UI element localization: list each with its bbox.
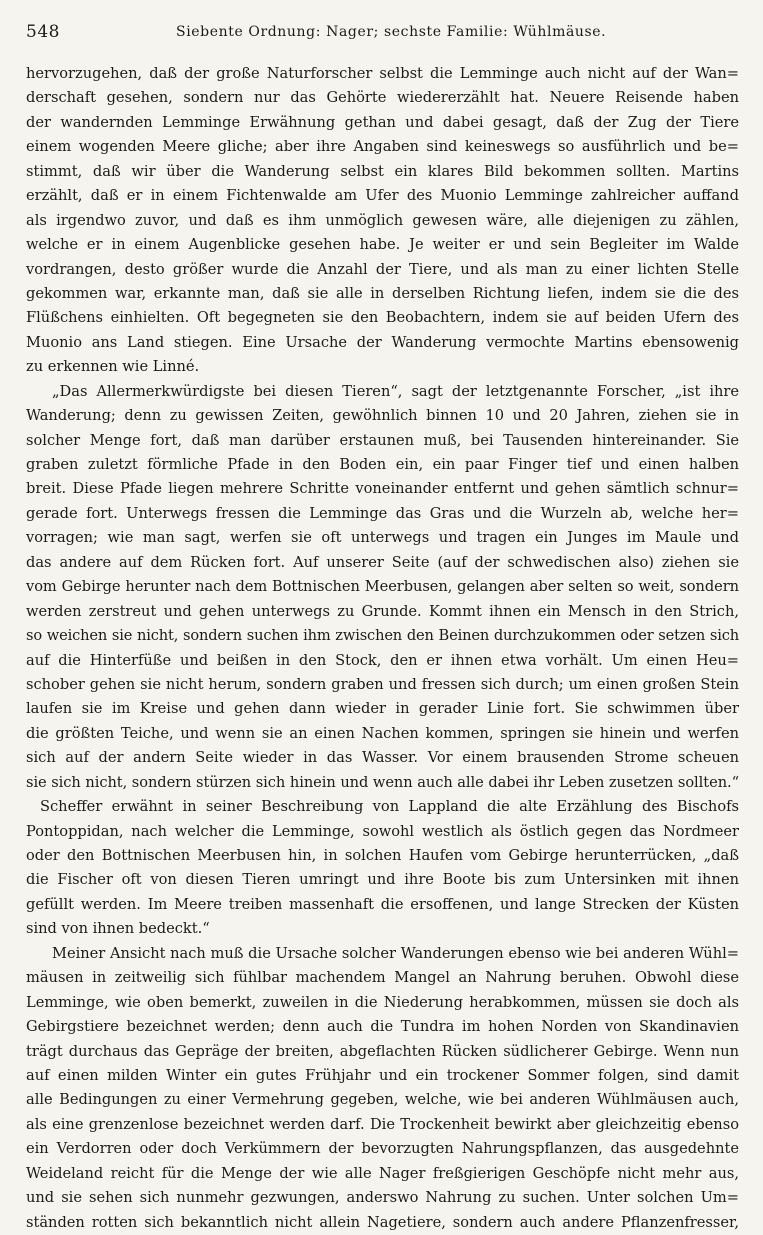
text-line: laufen sie im Kreise und gehen dann wieder in gerader Linie fort. Sie schwimmen über bbox=[26, 700, 739, 718]
text-line: sich auf der andern Seite wieder in das Wasser. Vor einem brausenden Strome scheuen bbox=[26, 749, 739, 767]
text-line: stimmt, daß wir über die Wanderung selbst ein klares Bild bekommen sollten. Martins bbox=[26, 162, 739, 180]
page-header bbox=[26, 22, 739, 50]
text-line: vom Gebirge herunter nach dem Bottnischen Meerbusen, gelangen aber selten so weit, sondern bbox=[26, 578, 739, 596]
text-line: Gebirgstiere bezeichnet werden; denn auch die Tundra im hohen Norden von Skandinavien bbox=[26, 1018, 739, 1036]
body-text bbox=[26, 62, 739, 1235]
text-line: schober gehen sie nicht herum, sondern graben und fressen sich durch; um einen großen Stein bbox=[26, 675, 739, 693]
page-number: 548 bbox=[26, 22, 60, 42]
text-line: Scheffer erwähnt in seiner Beschreibung von Lappland die alte Erzählung des Bischofs bbox=[40, 798, 739, 816]
text-line: einem wogenden Meere gliche; aber ihre Angaben sind keineswegs so ausführlich und be= bbox=[26, 138, 739, 156]
text-line: solcher Menge fort, daß man darüber erstaunen muß, bei Tausenden hintereinander. Sie bbox=[26, 431, 739, 449]
text-line: welche er in einem Augenblicke gesehen habe. Je weiter er und sein Begleiter im Walde bbox=[26, 236, 739, 254]
text-line: vorragen; wie man sagt, werfen sie oft unterwegs und tragen ein Junges im Maule und bbox=[26, 529, 739, 547]
text-line: sind von ihnen bedeckt.“ bbox=[26, 920, 210, 938]
text-line: Wanderung; denn zu gewissen Zeiten, gewöhnlich binnen 10 und 20 Jahren, ziehen sie in bbox=[26, 407, 739, 425]
text-line: sie sich nicht, sondern stürzen sich hinein und wenn auch alle dabei ihr Leben zusetzen sollten.“ bbox=[26, 773, 740, 791]
text-line: hervorzugehen, daß der große Naturforscher selbst die Lemminge auch nicht auf der Wan= bbox=[26, 65, 739, 82]
text-line: auf einen milden Winter ein gutes Frühjahr und ein trockener Sommer folgen, sind damit bbox=[26, 1066, 739, 1084]
text-line: Meiner Ansicht nach muß die Ursache solcher Wanderungen ebenso wie bei anderen Wühl= bbox=[52, 944, 739, 962]
text-line: ständen rotten sich bekanntlich nicht allein Nagetiere, sondern auch andere Pflanzenfresser, bbox=[26, 1213, 739, 1231]
text-line: so weichen sie nicht, sondern suchen ihm zwischen den Beinen durchzukommen oder setzen sich bbox=[26, 627, 739, 645]
text-line: und sie sehen sich nunmehr gezwungen, anderswo Nahrung zu suchen. Unter solchen Um= bbox=[26, 1189, 739, 1207]
text-line: trägt durchaus das Gepräge der breiten, abgeflachten Rücken südlicherer Gebirge. Wenn nun bbox=[26, 1042, 739, 1060]
text-line: werden zerstreut und gehen unterwegs zu Grunde. Kommt ihnen ein Mensch in den Strich, bbox=[26, 602, 739, 620]
text-line: graben zuletzt förmliche Pfade in den Boden ein, ein paar Finger tief und einen halben bbox=[26, 456, 739, 473]
text-line: auf die Hinterfüße und beißen in den Stock, den er ihnen etwa vorhält. Um einen Heu= bbox=[26, 651, 739, 669]
text-line: derschaft gesehen, sondern nur das Gehörte wiedererzählt hat. Neuere Reisende haben bbox=[26, 89, 739, 107]
text-line: ein Verdorren oder doch Verkümmern der bevorzugten Nahrungspflanzen, das ausgedehnte bbox=[26, 1140, 739, 1158]
text-line: breit. Diese Pfade liegen mehrere Schritte voneinander entfernt und gehen sämtlich schnur= bbox=[26, 480, 739, 498]
running-head: Siebente Ordnung: Nager; sechste Familie: Wühlmäuse. bbox=[176, 24, 607, 40]
text-line: zu erkennen wie Linné. bbox=[26, 358, 200, 376]
text-line: als eine grenzenlose bezeichnet werden darf. Die Trockenheit bewirkt aber gleichzeitig ebenso bbox=[26, 1115, 739, 1133]
text-line: erzählt, daß er in einem Fichtenwalde am Ufer des Muonio Lemminge zahlreicher auffand bbox=[26, 187, 739, 205]
text-line: der wandernden Lemminge Erwähnung gethan und dabei gesagt, daß der Zug der Tiere bbox=[26, 113, 739, 131]
text-line: das andere auf dem Rücken fort. Auf unserer Seite (auf der schwedischen also) ziehen sie bbox=[26, 553, 739, 571]
text-line: gefüllt werden. Im Meere treiben massenhaft die ersoffenen, und lange Strecken der Küsten bbox=[26, 895, 739, 913]
text-line: oder den Bottnischen Meerbusen hin, in solchen Haufen vom Gebirge herunterrücken, „daß bbox=[26, 847, 739, 864]
text-line: als irgendwo zuvor, und daß es ihm unmöglich gewesen wäre, alle diejenigen zu zählen, bbox=[26, 211, 739, 229]
text-line: mäusen in zeitweilig sich fühlbar machendem Mangel an Nahrung beruhen. Obwohl diese bbox=[26, 969, 739, 987]
text-line: Muonio ans Land stiegen. Eine Ursache der Wanderung vermochte Martins ebensowenig bbox=[26, 333, 739, 351]
text-line: gerade fort. Unterwegs fressen die Lemminge das Gras und die Wurzeln ab, welche her= bbox=[26, 504, 739, 522]
text-line: Pontoppidan, nach welcher die Lemminge, sowohl westlich als östlich gegen das Nordmeer bbox=[26, 822, 739, 840]
text-line: die Fischer oft von diesen Tieren umringt und ihre Boote bis zum Untersinken mit ihnen bbox=[26, 871, 739, 889]
text-line: die größten Teiche, und wenn sie an einen Nachen kommen, springen sie hinein und werfen bbox=[26, 724, 739, 742]
text-line: „Das Allermerkwürdigste bei diesen Tieren“, sagt der letztgenannte Forscher, „ist ihre bbox=[52, 382, 739, 400]
text-line: Flüßchens einhielten. Oft begegneten sie den Beobachtern, indem sie auf beiden Ufern des bbox=[26, 309, 739, 327]
text-line: gekommen war, erkannte man, daß sie alle in derselben Richtung liefen, indem sie die des bbox=[26, 284, 739, 302]
text-line: Weideland reicht für die Menge der wie alle Nager freßgierigen Geschöpfe nicht mehr aus, bbox=[26, 1164, 739, 1182]
text-line: alle Bedingungen zu einer Vermehrung gegeben, welche, wie bei anderen Wühlmäusen auch, bbox=[26, 1091, 739, 1109]
text-line: vordrangen, desto größer wurde die Anzahl der Tiere, und als man zu einer lichten Stelle bbox=[26, 260, 739, 278]
text-line: Lemminge, wie oben bemerkt, zuweilen in die Niederung herabkommen, müssen sie doch als bbox=[26, 993, 739, 1011]
